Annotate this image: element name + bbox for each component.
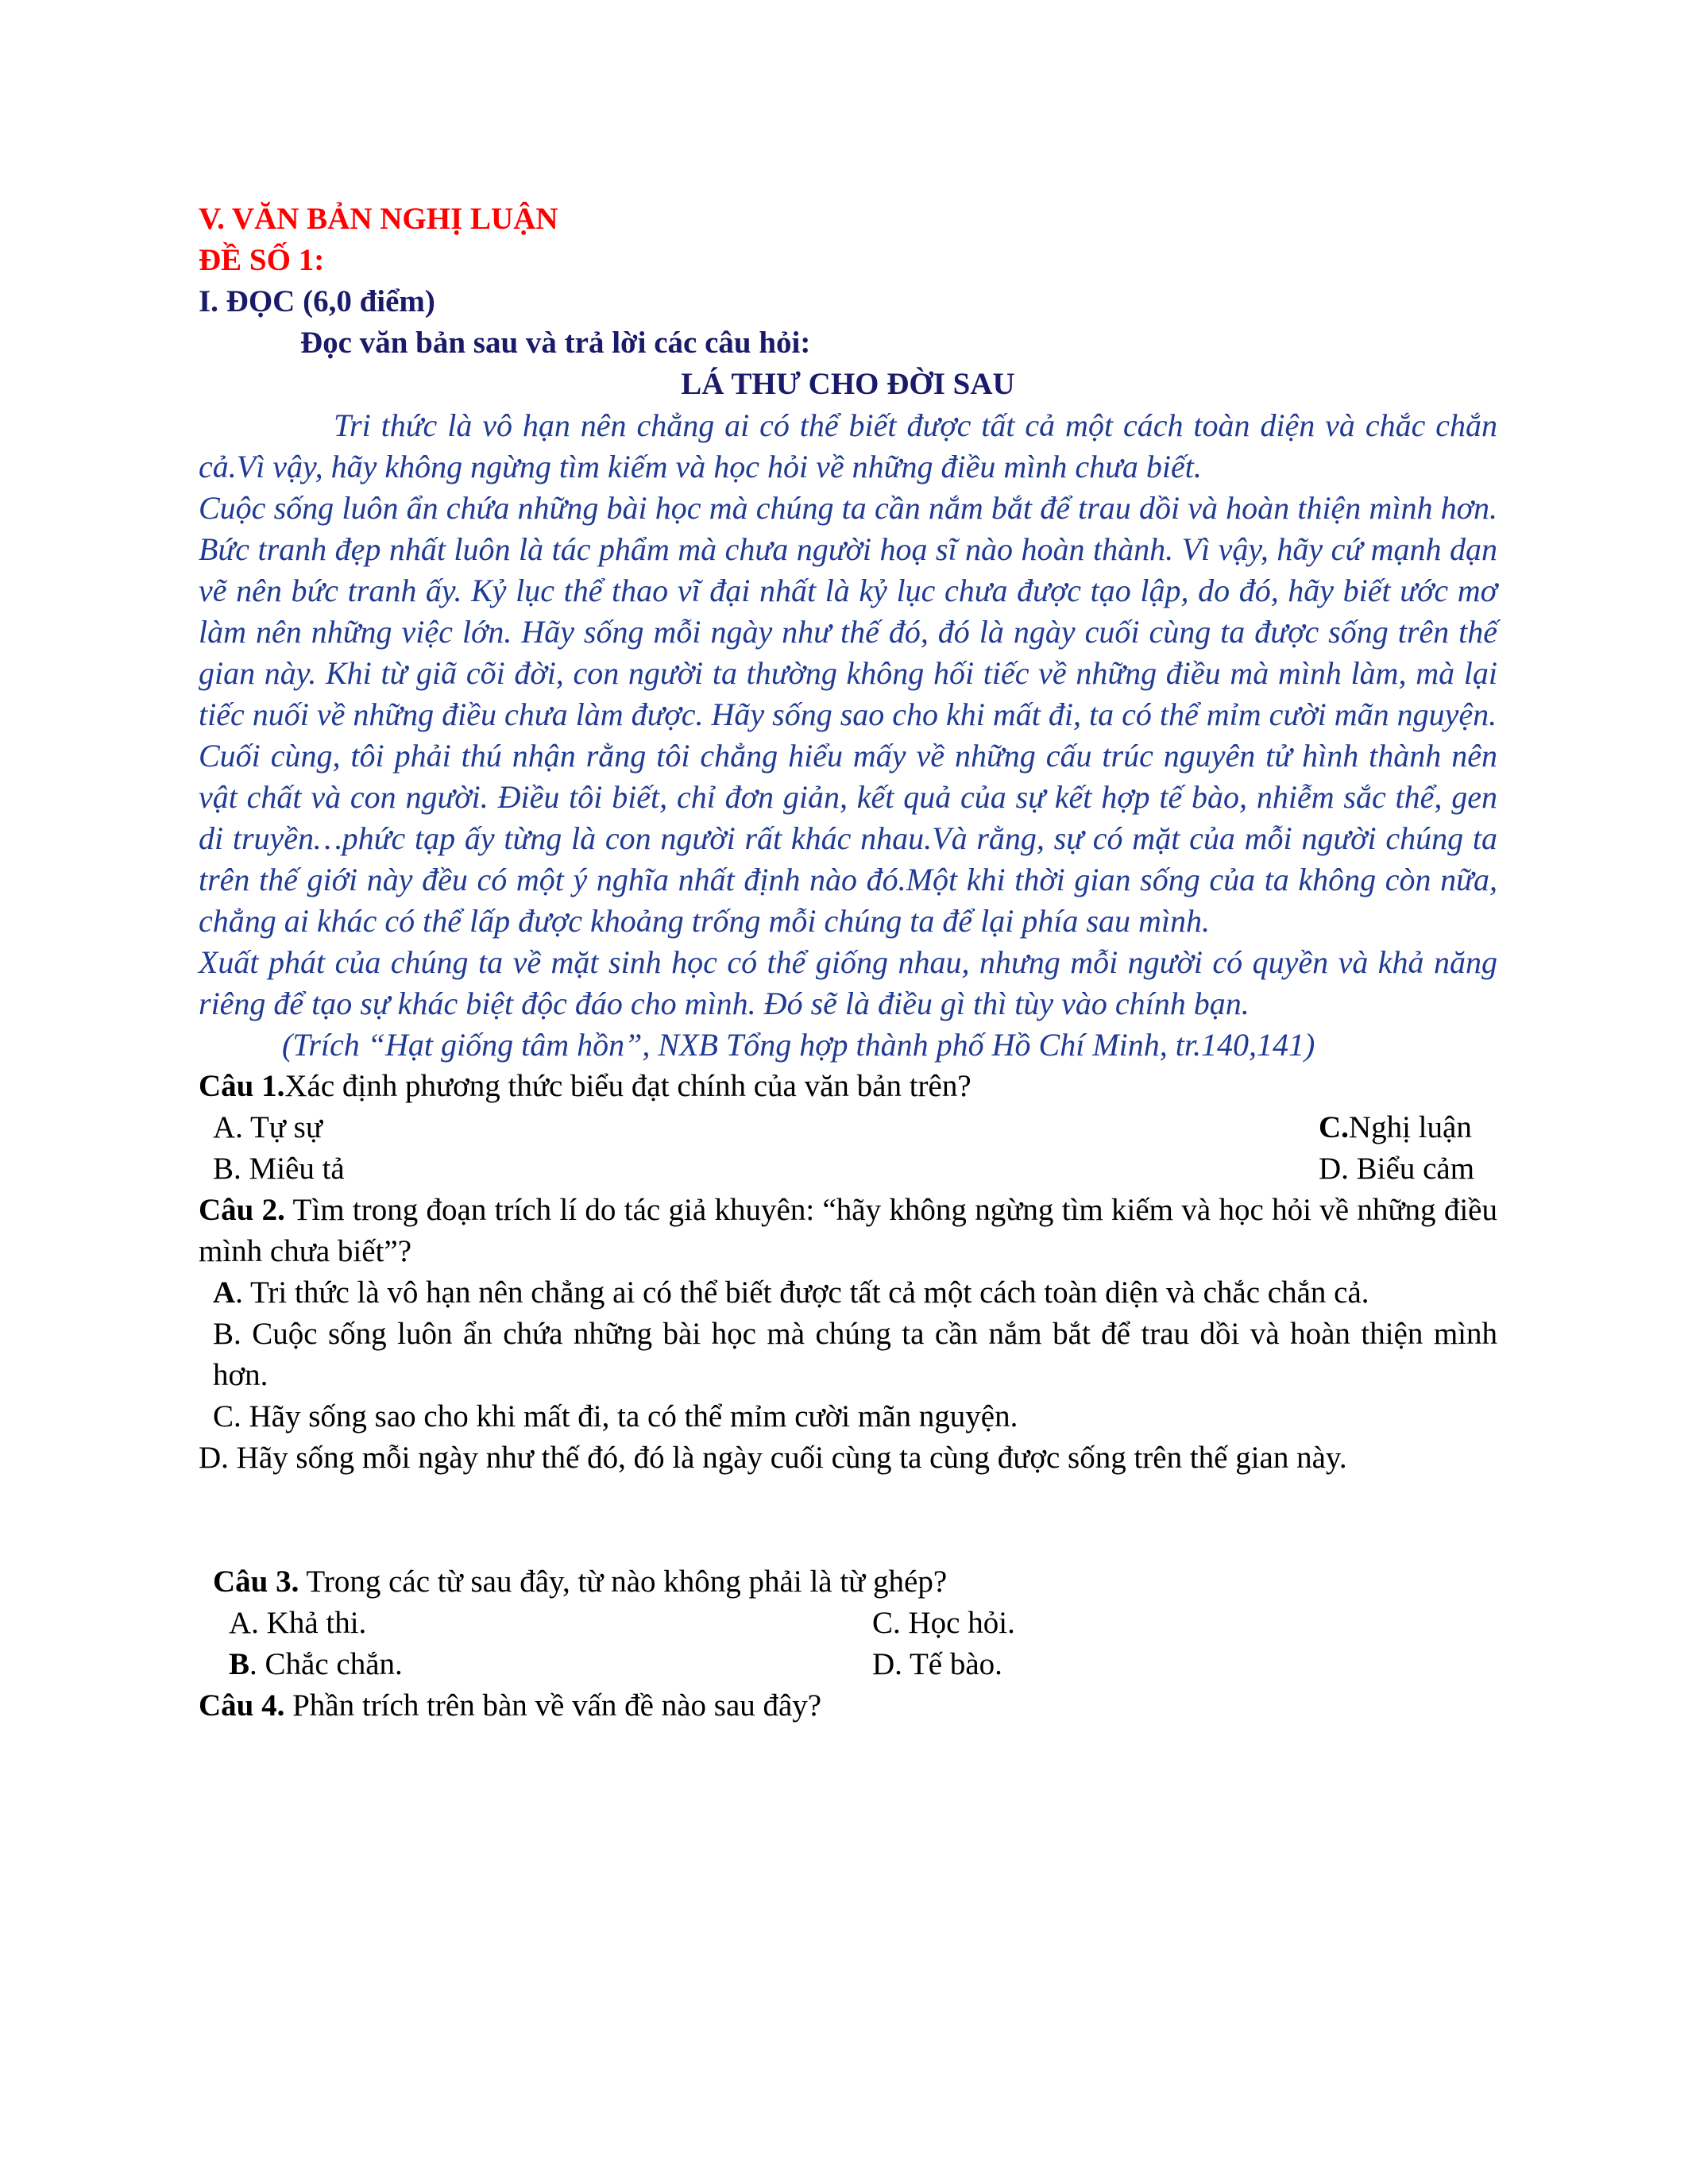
passage-paragraph-4: Xuất phát của chúng ta về mặt sinh học có thể giống nhau, nhưng mỗi người có quyền và khả năng riêng để tạo sự khác biệt độc đáo cho mình. Đó sẽ là điều gì thì tùy vào chính bạn. [199,944,1497,1021]
question-1-text: Xác định phương thức biểu đạt chính của văn bản trên? [284,1069,971,1103]
question-3 [199,1561,1497,1603]
question-4 [199,1685,1497,1727]
question-3-option-b-letter: B [229,1647,250,1681]
question-2-option-a-text: . Tri thức là vô hạn nên chẳng ai có thể biết được tất cả một cách toàn diện và chắc chắn cả. [235,1275,1369,1310]
passage-paragraph-3: Cuối cùng, tôi phải thú nhận rằng tôi chẳng hiểu mấy về những cấu trúc nguyên tử hình thành nên vật chất và con người. Điều tôi biết, chỉ đơn giản, kết quả của sự kết hợp tế bào, nhiễm sắc thể, gen di truyền…phức tạp ấy từng là con người rất khác nhau.Và rằng, sự có mặt của mỗi người chúng ta trên thế giới này đều có một ý nghĩa nhất định nào đó.Một khi thời gian sống của ta không còn nữa, chẳng ai khác có thể lấp được khoảng trống mỗi chúng ta để lại phía sau mình. [199,738,1497,939]
question-3-options-row-2 [199,1644,1497,1685]
question-2-option-c: C. Hãy sống sao cho khi mất đi, ta có thể mỉm cười mãn nguyện. [213,1399,1018,1433]
reading-instruction: Đọc văn bản sau và trả lời các câu hỏi: [300,326,811,360]
question-2 [199,1190,1497,1272]
question-2-label: Câu 2. [199,1193,285,1227]
question-1-label: Câu 1. [199,1069,285,1103]
passage-paragraph-1: Tri thức là vô hạn nên chẳng ai có thể biết được tất cả một cách toàn diện và chắc chắn cả.Vì vậy, hãy không ngừng tìm kiếm và học hỏi về những điều mình chưa biết. [199,407,1497,484]
question-3-option-b-text: . Chắc chắn. [249,1647,403,1681]
question-2-option-d: D. Hãy sống mỗi ngày như thế đó, đó là ngày cuối cùng ta cùng được sống trên thế gian này. [199,1441,1347,1475]
question-4-label: Câu 4. [199,1688,285,1723]
question-1-option-d: D. Biểu cảm [1319,1152,1475,1186]
question-1-option-c-letter: C. [1319,1110,1349,1144]
question-2-text: Tìm trong đoạn trích lí do tác giả khuyên: “hãy không ngừng tìm kiếm và học hỏi về những điều mình chưa biết”? [199,1193,1497,1268]
spacer [199,1479,1497,1561]
passage-source: (Trích “Hạt giống tâm hồn”, NXB Tổng hợp thành phố Hồ Chí Minh, tr.140,141) [282,1027,1315,1063]
question-2-option-b: B. Cuộc sống luôn ẩn chứa những bài học mà chúng ta cần nắm bắt để trau dồi và hoàn thiện mình hơn. [213,1317,1497,1392]
question-1-options-row-1 [199,1107,1497,1148]
question-1 [199,1066,1497,1107]
question-1-option-c-text: Nghị luận [1348,1110,1472,1144]
question-3-text: Trong các từ sau đây, từ nào không phải là từ ghép? [299,1565,948,1599]
question-1-option-b: B. Miêu tả [213,1152,345,1186]
section-heading: V. VĂN BẢN NGHỊ LUẬN [199,202,558,236]
question-3-option-c: C. Học hỏi. [872,1606,1015,1640]
question-4-text: Phần trích trên bàn về vấn đề nào sau đây? [284,1688,822,1723]
passage-title: LÁ THƯ CHO ĐỜI SAU [681,367,1015,401]
document-page [199,199,1497,1727]
exam-number: ĐỀ SỐ 1: [199,243,325,277]
question-1-option-a: A. Tự sự [213,1110,323,1144]
reading-heading: I. ĐỌC (6,0 điểm) [199,284,435,318]
question-3-label: Câu 3. [213,1565,299,1599]
passage-paragraph-2: Cuộc sống luôn ẩn chứa những bài học mà chúng ta cần nắm bắt để trau dồi và hoàn thiện mình hơn. Bức tranh đẹp nhất luôn là tác phẩm mà chưa người hoạ sĩ nào hoàn thành. Vì vậy, hãy cứ mạnh dạn vẽ nên bức tranh ấy. Kỷ lục thể thao vĩ đại nhất là kỷ lục chưa được tạo lập, do đó, hãy biết ước mơ làm nên những việc lớn. Hãy sống mỗi ngày như thế đó, đó là ngày cuối cùng ta được sống trên thế gian này. Khi từ giã cõi đời, con người ta thường không hối tiếc về những điều mà mình làm, mà lại tiếc nuối về những điều chưa làm được. Hãy sống sao cho khi mất đi, ta có thể mỉm cười mãn nguyện. [199,490,1497,732]
question-3-option-b [229,1644,872,1685]
question-2-option-a [199,1272,1497,1314]
question-3-option-d: D. Tế bào. [872,1647,1002,1681]
question-3-options-row-1 [199,1603,1497,1644]
question-1-options-row-2 [199,1148,1497,1190]
question-3-option-a: A. Khả thi. [229,1606,367,1640]
question-2-option-a-letter: A [213,1275,236,1310]
question-1-option-c [1319,1107,1497,1148]
